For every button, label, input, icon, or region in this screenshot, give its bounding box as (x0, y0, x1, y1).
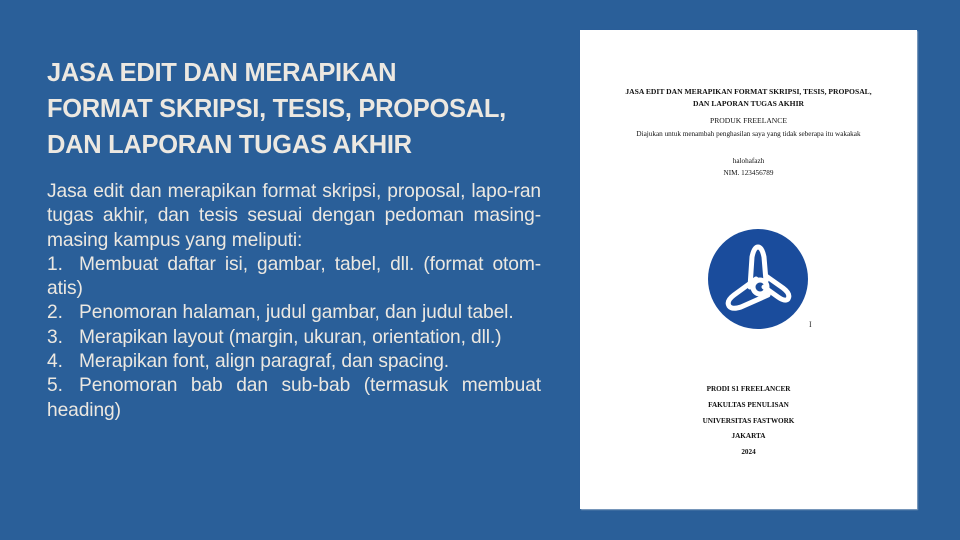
list-text: Penomoran bab dan sub-bab (termasuk membuat heading) (47, 375, 541, 421)
document-title-line: DAN LAPORAN TUGAS AKHIR (692, 99, 805, 108)
slide-title-line: JASA EDIT DAN MERAPIKAN (47, 59, 397, 87)
list-item (47, 350, 541, 374)
list-number: 4. (47, 351, 63, 373)
list-item (47, 301, 541, 325)
footer-line: FAKULTAS PENULISAN (708, 400, 789, 409)
list-text: Merapikan font, align paragraf, dan spacing. (79, 351, 449, 373)
intro-paragraph: Jasa edit dan merapikan format skripsi, proposal, lapo-ran tugas akhir, dan tesis sesuai dengan pedoman masing-masing kampus yang meliputi: (47, 181, 541, 251)
university-logo-icon (708, 229, 808, 329)
slide-title-line: DAN LAPORAN TUGAS AKHIR (47, 131, 412, 159)
list-number: 3. (47, 326, 63, 348)
document-nim: NIM. 123456789 (723, 169, 774, 177)
document-subtitle: PRODUK FREELANCE (710, 116, 787, 125)
service-list (47, 253, 541, 423)
slide-title-line: FORMAT SKRIPSI, TESIS, PROPOSAL, (47, 95, 506, 123)
list-number: 2. (47, 302, 63, 324)
slide-title (47, 55, 547, 163)
list-item (47, 374, 541, 423)
document-author: halohafazh (732, 157, 765, 165)
document-footer (580, 382, 917, 461)
document-title (580, 86, 917, 110)
document-description: Diajukan untuk menambah penghasilan saya yang tidak seberapa itu wakakak (636, 130, 861, 138)
footer-line: JAKARTA (731, 432, 766, 441)
document-cover-page (580, 30, 917, 509)
list-item (47, 326, 541, 350)
document-title-line: JASA EDIT DAN MERAPIKAN FORMAT SKRIPSI, TESIS, PROPOSAL, (625, 87, 872, 96)
list-item (47, 253, 541, 302)
footer-line: UNIVERSITAS FASTWORK (702, 416, 795, 425)
service-description (47, 180, 541, 423)
list-text: Penomoran halaman, judul gambar, dan judul tabel. (79, 302, 514, 324)
footer-line: 2024 (741, 448, 756, 457)
list-number: 5. (47, 375, 63, 397)
list-number: 1. (47, 253, 63, 275)
text-cursor-mark: I (809, 320, 812, 329)
footer-line: PRODI S1 FREELANCER (706, 385, 791, 393)
list-text: Membuat daftar isi, gambar, tabel, dll. (format otom-atis) (47, 253, 541, 300)
list-text: Merapikan layout (margin, ukuran, orientation, dll.) (79, 326, 502, 348)
